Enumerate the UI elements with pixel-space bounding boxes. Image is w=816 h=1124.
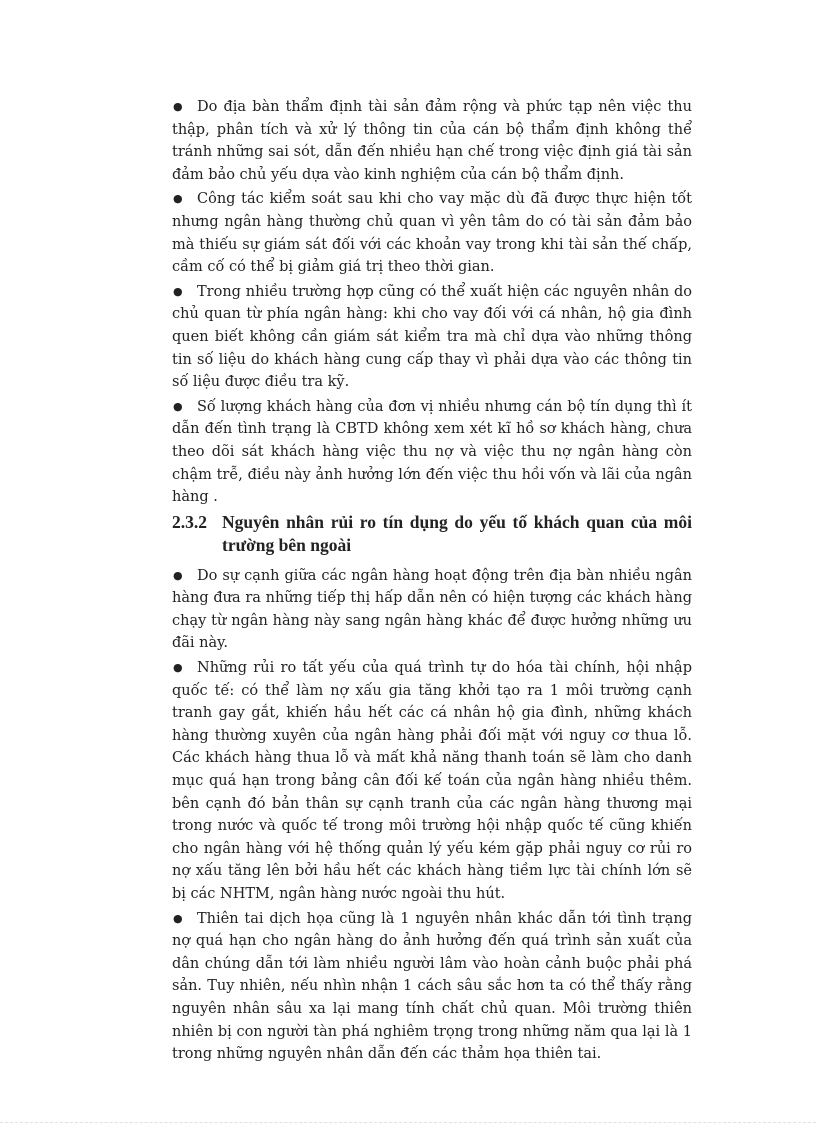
bullet-icon: ● [173, 399, 183, 413]
bullet-icon: ● [173, 911, 183, 925]
paragraph-text: Thiên tai dịch họa cũng là 1 nguyên nhân khác dẫn tới tình trạng nợ quá hạn cho ngân hàng do ảnh hưởng đến quá trình sản xuất của dân chúng dẫn tới làm nhiều người lâm vào hoàn cảnh buộc phải phá sản. Tuy nhiên, nếu nhìn nhận 1 cách sâu sắc hơn ta có thể thấy rằng nguyên nhân sâu xa lại mang tính chất chủ quan. Môi trường thiên nhiên bị con người tàn phá nghiêm trọng trong những năm qua lại là 1 trong những nguyên nhân dẫn đến các thảm họa thiên tai. [172, 910, 692, 1063]
bullet-icon: ● [173, 100, 183, 113]
bullet-icon: ● [173, 284, 183, 298]
bullet-paragraph-3 [172, 281, 692, 394]
document-page [172, 96, 692, 1068]
bullet-icon: ● [173, 192, 183, 206]
paragraph-text: Do địa bàn thẩm định tài sản đảm rộng và phức tạp nên việc thu thập, phân tích và xử lý thông tin của cán bộ thẩm định không thể tránh những sai sót, dẫn đến nhiều hạn chế trong việc định giá tài sản đảm bảo chủ yếu dựa vào kinh nghiệm của cán bộ thẩm định. [172, 99, 692, 183]
paragraph-text: Những rủi ro tất yếu của quá trình tự do hóa tài chính, hội nhập quốc tế: có thể làm nợ xấu gia tăng khởi tạo ra 1 môi trường cạnh tranh gay gắt, khiến hầu hết các cá nhân hộ gia đình, những khách hàng thường xuyên của ngân hàng phải đối mặt với nguy cơ thua lỗ. Các khách hàng thua lỗ và mất khả năng thanh toán sẽ làm cho danh mục quá hạn trong bảng cân đối kế toán của ngân hàng nhiều thêm. bên cạnh đó bản thân sự cạnh tranh của các ngân hàng thương mại trong nước và quốc tế trong môi trường hội nhập quốc tế cũng khiến cho ngân hàng với hệ thống quản lý yếu kém gặp phải nguy cơ rủi ro nợ xấu tăng lên bởi hầu hết các khách hàng tiềm lực tài chính lớn sẽ bị các NHTM, ngân hàng nước ngoài thu hút. [172, 660, 692, 902]
section-number: 2.3.2 [172, 511, 207, 532]
paragraph-text: Công tác kiểm soát sau khi cho vay mặc dù đã được thực hiện tốt nhưng ngân hàng thường chủ quan vì yên tâm do có tài sản đảm bảo mà thiếu sự giám sát đối với các khoản vay trong khi tài sản thế chấp, cầm cố có thể bị giảm giá trị theo thời gian. [172, 191, 692, 276]
bullet-icon: ● [173, 568, 183, 582]
paragraph-text: Số lượng khách hàng của đơn vị nhiều nhưng cán bộ tín dụng thì ít dẫn đến tình trạng là CBTD không xem xét kĩ hồ sơ khách hàng, chưa theo dõi sát khách hàng việc thu nợ và việc thu nợ ngân hàng còn chậm trễ, điều này ảnh hưởng lớn đến việc thu hồi vốn và lãi của ngân hàng . [172, 398, 692, 506]
bullet-paragraph-6 [172, 657, 692, 906]
bullet-paragraph-5 [172, 565, 692, 655]
bullet-paragraph-7 [172, 908, 692, 1066]
bullet-icon: ● [173, 661, 183, 675]
section-title: Nguyên nhân rủi ro tín dụng do yếu tố khách quan của môi trường bên ngoài [222, 511, 692, 555]
bullet-paragraph-1 [172, 96, 692, 186]
paragraph-text: Do sự cạnh giữa các ngân hàng hoạt động trên địa bàn nhiều ngân hàng đưa ra những tiếp thị hấp dẫn nên có hiện tượng các khách hàng chạy từ ngân hàng này sang ngân hàng khác để được hưởng những ưu đãi này. [172, 567, 692, 652]
bullet-paragraph-4 [172, 396, 692, 509]
bullet-paragraph-2 [172, 188, 692, 278]
section-heading [172, 511, 692, 557]
paragraph-text: Trong nhiều trường hợp cũng có thể xuất hiện các nguyên nhân do chủ quan từ phía ngân hàng: khi cho vay đối với cá nhân, hộ gia đình quen biết không cần giám sát kiểm tra mà chỉ dựa vào những thông tin số liệu do khách hàng cung cấp thay vì phải dựa vào các thông tin số liệu được điều tra kỹ. [172, 283, 692, 391]
